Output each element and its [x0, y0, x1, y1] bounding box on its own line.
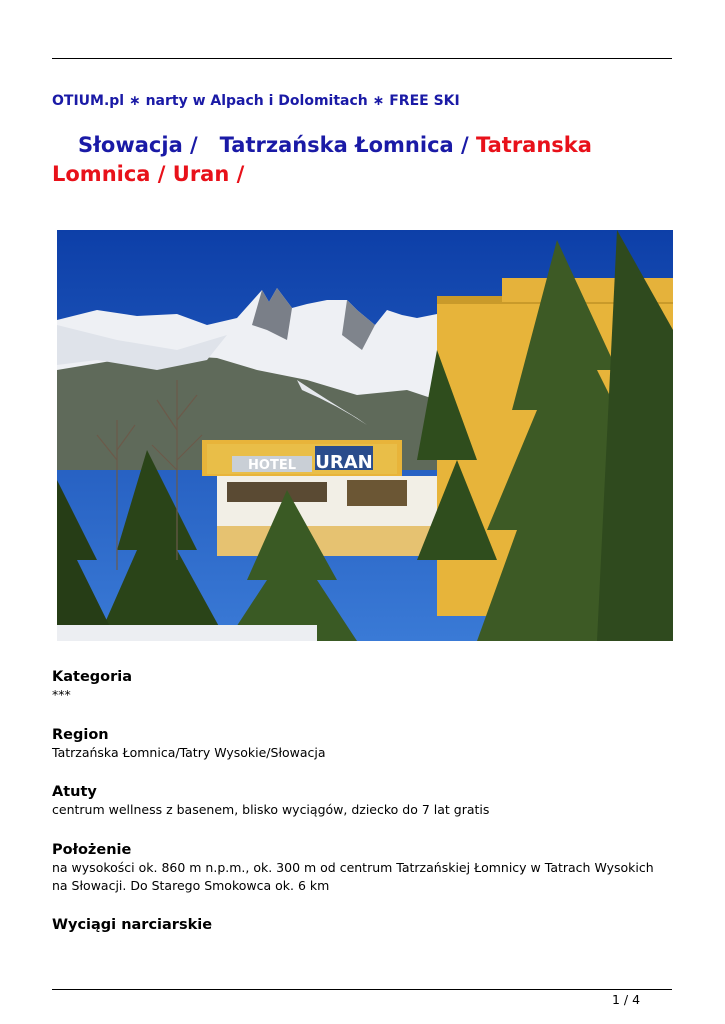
section-polozenie: [52, 841, 672, 895]
breadcrumb-item-town-alt[interactable]: Tatranska Lomnica /: [52, 133, 592, 186]
section-heading-wyciagi: Wyciągi narciarskie: [52, 917, 213, 933]
hotel-sign-word1: HOTEL: [248, 458, 296, 473]
section-value-polozenie: na wysokości ok. 860 m n.p.m., ok. 300 m od centrum Tatrzańskiej Łomnicy w Tatrach Wysokich na Słowacji. Do Starego Smokowca ok. 6 km: [52, 860, 654, 893]
bottom-rule: [52, 989, 672, 990]
top-rule: [52, 58, 672, 59]
hotel-sign-word2: URAN: [315, 452, 373, 473]
section-atuty: [52, 783, 672, 819]
breadcrumb-item-hotel[interactable]: Uran /: [172, 162, 245, 186]
section-heading-region: Region: [52, 727, 109, 743]
section-heading-polozenie: Położenie: [52, 842, 132, 858]
breadcrumb: [52, 131, 672, 189]
section-wyciagi: [52, 916, 672, 934]
breadcrumb-item-country[interactable]: Słowacja /: [78, 133, 198, 157]
breadcrumb-item-town[interactable]: Tatrzańska Łomnica /: [219, 133, 469, 157]
page-number: 1 / 4: [612, 992, 641, 1007]
hotel-photo: [57, 230, 673, 641]
site-header-link[interactable]: OTIUM.pl ∗ narty w Alpach i Dolomitach ∗ FREE SKI: [52, 93, 460, 109]
section-value-region: Tatrzańska Łomnica/Tatry Wysokie/Słowacja: [52, 745, 326, 760]
section-heading-atuty: Atuty: [52, 784, 97, 800]
section-kategoria: [52, 668, 672, 704]
section-region: [52, 726, 672, 762]
section-value-kategoria: ***: [52, 687, 71, 702]
section-value-atuty: centrum wellness z basenem, blisko wyciągów, dziecko do 7 lat gratis: [52, 802, 490, 817]
section-heading-kategoria: Kategoria: [52, 669, 133, 685]
